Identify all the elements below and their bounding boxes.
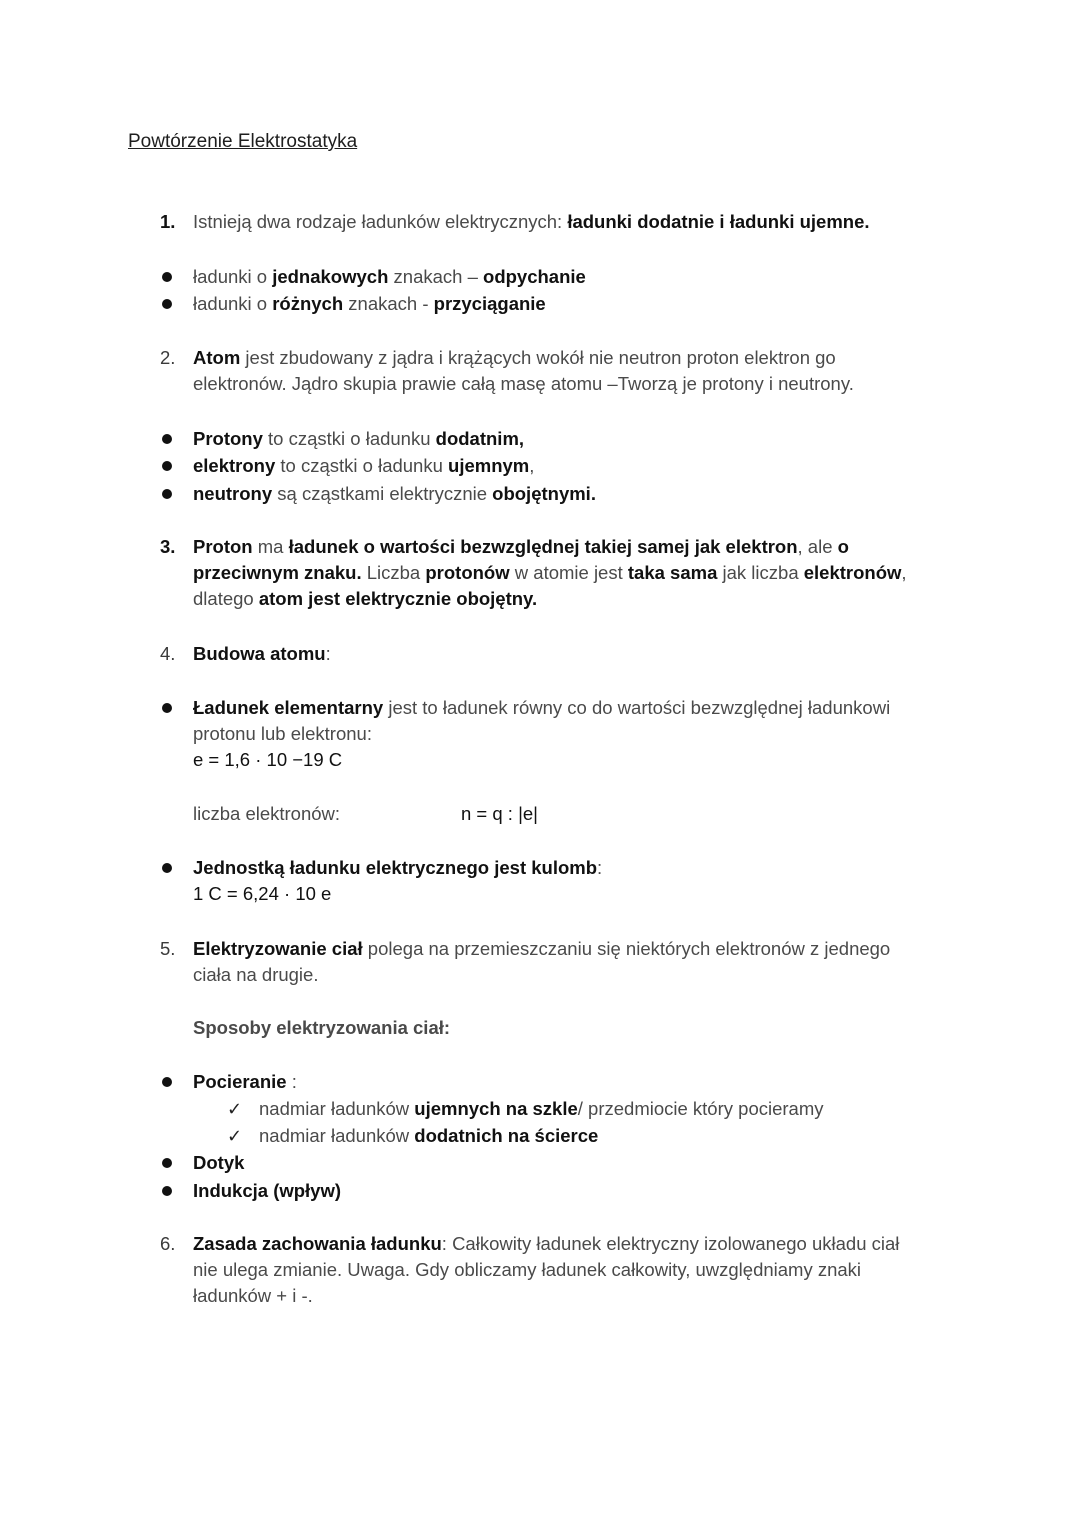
- text: są cząstkami elektrycznie: [272, 483, 493, 504]
- text: znakach –: [388, 266, 484, 287]
- bold-text: elektronów: [803, 562, 902, 583]
- bullet-dot-icon: [162, 1186, 172, 1196]
- bullet-dot-icon: [162, 272, 172, 282]
- text: jest to ładunek równy co do wartości bezwzględnej ładunkowi: [383, 697, 891, 718]
- text: :: [286, 1071, 297, 1092]
- section-number: 5.: [160, 938, 176, 959]
- text: dlatego: [193, 588, 259, 609]
- bold-text: Jednostką ładunku elektrycznego jest kulomb: [193, 857, 598, 878]
- bold-text: przeciwnym znaku.: [193, 562, 362, 583]
- text: ładunki o: [193, 266, 273, 287]
- text: ładunków + i -.: [193, 1285, 313, 1306]
- text: to cząstki o ładunku: [275, 455, 449, 476]
- bold-text: taka sama: [627, 562, 718, 583]
- bullet-dot-icon: [162, 703, 172, 713]
- text: polega na przemieszczaniu się niektórych elektronów z jednego: [362, 938, 891, 959]
- bullet-dot-icon: [162, 1158, 172, 1168]
- text: ładunki o: [193, 293, 273, 314]
- bullet-dot-icon: [162, 299, 172, 309]
- text: to cząstki o ładunku: [262, 428, 436, 449]
- bold-text: odpychanie: [483, 266, 586, 287]
- section-number: 6.: [160, 1233, 176, 1254]
- bold-text: protonów: [425, 562, 510, 583]
- text: Liczba: [361, 562, 426, 583]
- bold-text: Proton: [193, 536, 253, 557]
- bullet-dot-icon: [162, 434, 172, 444]
- formula-text: n = q : |e|: [461, 803, 538, 824]
- bold-text: Atom: [193, 347, 241, 368]
- text: : Całkowity ładunek elektryczny izolowanego układu ciał: [441, 1233, 900, 1254]
- text: znakach -: [343, 293, 434, 314]
- bold-text: ujemnych na szkle: [414, 1098, 578, 1119]
- text: ,: [529, 455, 535, 476]
- bold-text: dodatnich na ścierce: [414, 1125, 599, 1146]
- text: jest zbudowany z jądra i krążących wokół nie neutron proton elektron go: [240, 347, 836, 368]
- text: elektronów. Jądro skupia prawie całą masę atomu –Tworzą je protony i neutrony.: [193, 373, 854, 394]
- bold-text: Protony: [193, 428, 263, 449]
- section-number: 1.: [160, 211, 176, 232]
- bold-text: Dotyk: [193, 1152, 245, 1173]
- bold-text: Budowa atomu: [193, 643, 326, 664]
- bold-text: ujemnym: [448, 455, 530, 476]
- formula-text: e = 1,6 · 10 −19 C: [193, 749, 343, 770]
- text: :: [597, 857, 603, 878]
- text: nadmiar ładunków: [259, 1098, 415, 1119]
- text: Istnieją dwa rodzaje ładunków elektrycznych:: [193, 211, 568, 232]
- bold-text: Indukcja (wpływ): [193, 1180, 342, 1201]
- text: nadmiar ładunków: [259, 1125, 415, 1146]
- text: jak liczba: [717, 562, 804, 583]
- bold-text: neutrony: [193, 483, 273, 504]
- text: :: [325, 643, 331, 664]
- bold-text: Elektryzowanie ciał: [193, 938, 363, 959]
- bullet-dot-icon: [162, 1077, 172, 1087]
- bold-text: przyciąganie: [433, 293, 546, 314]
- checkmark-icon: ✓: [227, 1126, 243, 1146]
- bold-text: obojętnymi.: [492, 483, 596, 504]
- bold-text: ładunki dodatnie i ładunki ujemne.: [567, 211, 870, 232]
- bullet-dot-icon: [162, 863, 172, 873]
- bold-text: Zasada zachowania ładunku: [193, 1233, 442, 1254]
- text: ,: [901, 562, 907, 583]
- bold-text: Pocieranie: [193, 1071, 287, 1092]
- text: ciała na drugie.: [193, 964, 319, 985]
- bullet-dot-icon: [162, 461, 172, 471]
- bold-text: o: [837, 536, 849, 557]
- bullet-dot-icon: [162, 489, 172, 499]
- text: w atomie jest: [509, 562, 628, 583]
- text: nie ulega zmianie. Uwaga. Gdy obliczamy ładunek całkowity, uwzględniamy znaki: [193, 1259, 862, 1280]
- text: / przedmiocie który pocieramy: [577, 1098, 824, 1119]
- bold-text: Ładunek elementarny: [193, 697, 384, 718]
- bold-text: Sposoby elektryzowania ciał:: [193, 1017, 451, 1038]
- formula-text: 1 C = 6,24 · 10 e: [193, 883, 332, 904]
- bold-text: elektrony: [193, 455, 276, 476]
- bold-text: atom jest elektrycznie obojętny.: [258, 588, 538, 609]
- section-number: 2.: [160, 347, 176, 368]
- label: liczba elektronów:: [193, 803, 341, 824]
- bold-text: dodatnim,: [435, 428, 525, 449]
- bold-text: ładunek o wartości bezwzględnej takiej samej jak elektron: [288, 536, 798, 557]
- checkmark-icon: ✓: [227, 1099, 243, 1119]
- text: ma: [252, 536, 289, 557]
- section-number: 3.: [160, 536, 176, 557]
- text: protonu lub elektronu:: [193, 723, 372, 744]
- section-number: 4.: [160, 643, 176, 664]
- text: , ale: [797, 536, 838, 557]
- bold-text: jednakowych: [272, 266, 389, 287]
- bold-text: różnych: [272, 293, 344, 314]
- document-title: Powtórzenie Elektrostatyka: [128, 131, 358, 152]
